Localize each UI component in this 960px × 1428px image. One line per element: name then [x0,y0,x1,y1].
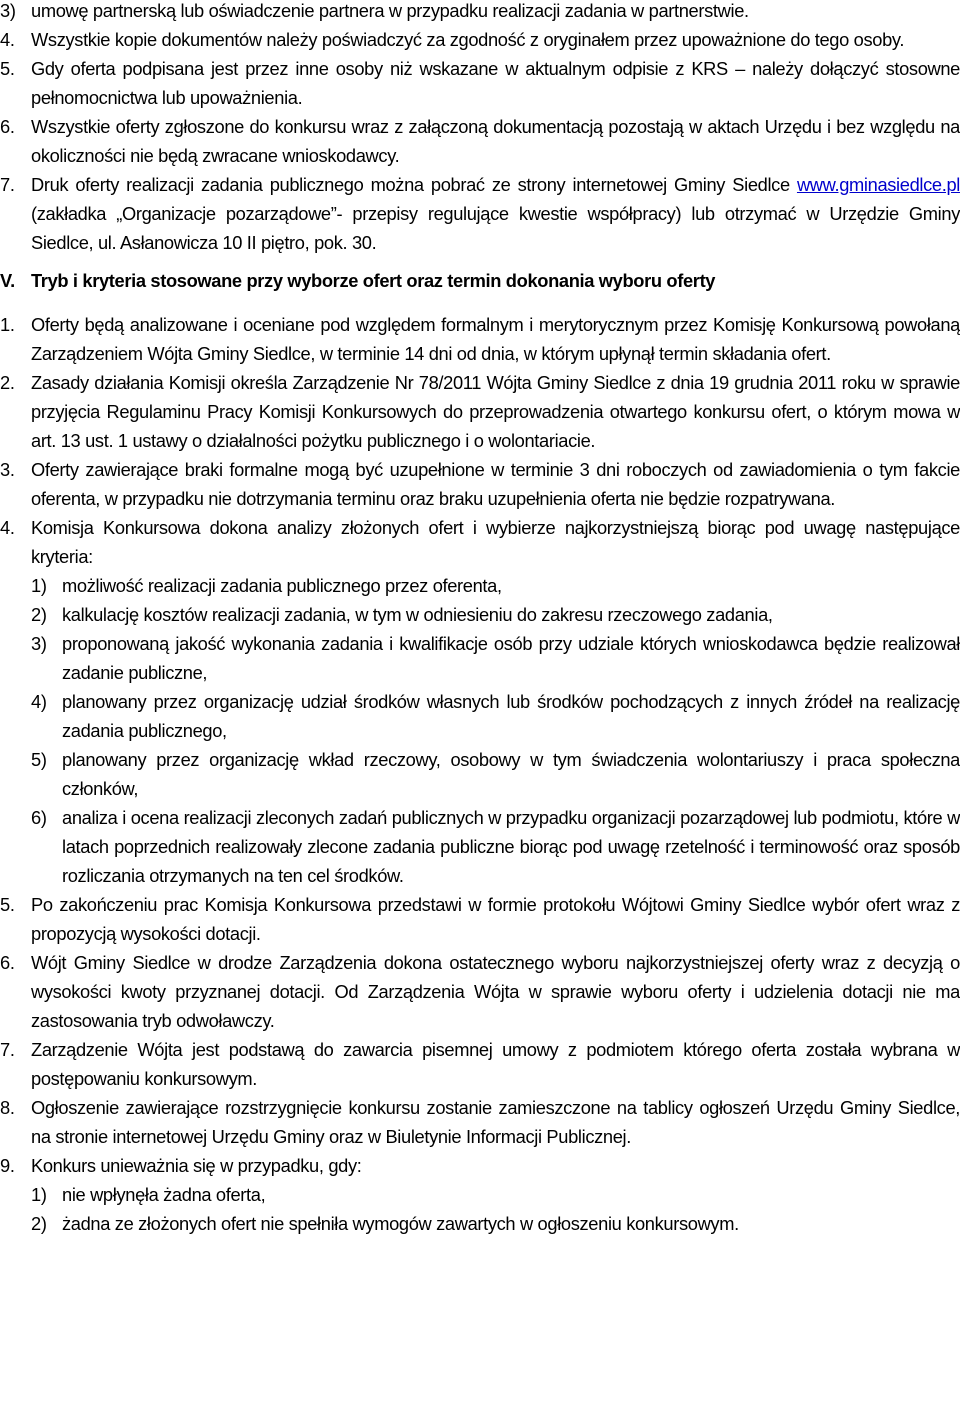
sub-item-number: 5) [31,749,47,770]
item-number: 7. [0,1039,15,1060]
sub-list-item [0,687,960,745]
item-number: 8. [0,1097,15,1118]
list-item [0,1035,960,1093]
item-number: 2. [0,372,15,393]
list-item [0,890,960,948]
item-text: Gdy oferta podpisana jest przez inne osoby niż wskazane w aktualnym odpisie z KRS – należy dołączyć stosowne pełnomocnictwa lub upoważnienia. [31,58,960,108]
sub-item-text: nie wpłynęła żadna oferta, [62,1184,266,1205]
item-text: Zarządzenie Wójta jest podstawą do zawarcia pisemnej umowy z podmiotem którego oferta została wybrana w postępowaniu konkursowym. [31,1039,960,1089]
item-text: umowę partnerską lub oświadczenie partnera w przypadku realizacji zadania w partnerstwie. [31,0,749,21]
sub-item-number: 4) [31,691,47,712]
sub-list-item [0,600,960,629]
item-number: 3. [0,459,15,480]
list-item [0,0,960,25]
item-number: 7. [0,174,15,195]
item-text: Oferty będą analizowane i oceniane pod względem formalnym i merytorycznym przez Komisję Konkursową powołaną Zarządzeniem Wójta Gminy Siedlce, w terminie 14 dni od dnia, w którym upłynął termin składania ofert. [31,314,960,364]
item-number: 5. [0,894,15,915]
sub-item-text: możliwość realizacji zadania publicznego przez oferenta, [62,575,502,596]
list-item [0,1151,960,1180]
item-number: 3) [0,0,16,21]
sub-list-item [0,1180,960,1209]
sub-list-item [0,571,960,600]
item-text: Ogłoszenie zawierające rozstrzygnięcie konkursu zostanie zamieszczone na tablicy ogłoszeń Urzędu Gminy Siedlce, na stronie internetowej Urzędu Gminy oraz w Biuletynie Informacji Publicznej. [31,1097,960,1147]
sub-item-number: 2) [31,1213,47,1234]
section-number: V. [0,270,15,291]
website-link[interactable]: www.gminasiedlce.pl [796,174,960,195]
sub-item-number: 2) [31,604,47,625]
item-text-continued: (zakładka „Organizacje pozarządowe”- przepisy regulujące kwestie współpracy) lub otrzymać w Urzędzie Gminy Siedlce, ul. Asłanowicza 10 II piętro, pok. 30. [31,203,960,253]
sub-item-text: planowany przez organizację udział środków własnych lub środków pochodzących z innych źródeł na realizację zadania publicznego, [62,691,960,741]
item-text: Konkurs unieważnia się w przypadku, gdy: [31,1155,362,1176]
item-number: 4. [0,29,15,50]
item-number: 4. [0,517,15,538]
list-item [0,25,960,54]
sub-item-number: 3) [31,633,47,654]
section-heading [0,266,960,295]
sub-item-text: analiza i ocena realizacji zleconych zadań publicznych w przypadku organizacji pozarządowej lub podmiotu, które w latach poprzednich realizowały zlecone zadania publiczne biorąc pod uwagę rzetelność i terminowość oraz sposób rozliczania otrzymanych na ten cel środków. [62,807,960,886]
item-text: Zasady działania Komisji określa Zarządzenie Nr 78/2011 Wójta Gminy Siedlce z dnia 19 grudnia 2011 roku w sprawie przyjęcia Regulaminu Pracy Komisji Konkursowych do przeprowadzenia otwartego konkursu ofert, o którym mowa w art. 13 ust. 1 ustawy o działalności pożytku publicznego i o wolontariacie. [31,372,960,451]
item-number: 5. [0,58,15,79]
list-item [0,455,960,513]
list-item [0,112,960,170]
section-title: Tryb i kryteria stosowane przy wyborze ofert oraz termin dokonania wyboru oferty [31,270,716,291]
list-item [0,948,960,1035]
sub-item-number: 6) [31,807,47,828]
sub-list-item [0,1209,960,1238]
sub-item-text: planowany przez organizację wkład rzeczowy, osobowy w tym świadczenia wolontariuszy i praca społeczna członków, [62,749,960,799]
sub-item-text: kalkulację kosztów realizacji zadania, w tym w odniesieniu do zakresu rzeczowego zadania, [62,604,773,625]
item-text: Wszystkie oferty zgłoszone do konkursu wraz z załączoną dokumentacją pozostają w aktach Urzędu i bez względu na okoliczności nie będą zwracane wnioskodawcy. [31,116,960,166]
item-text: Wszystkie kopie dokumentów należy poświadczyć za zgodność z oryginałem przez upoważnione do tego osoby. [31,29,905,50]
sub-item-text: żadna ze złożonych ofert nie spełniła wymogów zawartych w ogłoszeniu konkursowym. [62,1213,739,1234]
sub-item-number: 1) [31,1184,47,1205]
sub-list-item [0,803,960,890]
list-item [0,54,960,112]
item-text: Komisja Konkursowa dokona analizy złożonych ofert i wybierze najkorzystniejszą biorąc pod uwagę następujące kryteria: [31,517,960,567]
item-number: 6. [0,952,15,973]
item-number: 9. [0,1155,15,1176]
sub-item-number: 1) [31,575,47,596]
item-text: Wójt Gminy Siedlce w drodze Zarządzenia dokona ostatecznego wyboru najkorzystniejszej oferty wraz z decyzją o wysokości kwoty przyznanej dotacji. Od Zarządzenia Wójta w sprawie wyboru oferty i udzielenia dotacji nie ma zastosowania tryb odwoławczy. [31,952,960,1031]
list-item [0,368,960,455]
list-item [0,170,960,257]
list-item [0,310,960,368]
sub-item-text: proponowaną jakość wykonania zadania i kwalifikacje osób przy udziale których wnioskodawca będzie realizował zadanie publiczne, [62,633,960,683]
list-item [0,513,960,571]
list-item [0,1093,960,1151]
item-text: Druk oferty realizacji zadania publicznego można pobrać ze strony internetowej Gminy Siedlce [31,174,797,195]
item-text: Oferty zawierające braki formalne mogą być uzupełnione w terminie 3 dni roboczych od zawiadomienia o tym fakcie oferenta, w przypadku nie dotrzymania terminu oraz braku uzupełnienia oferta nie będzie rozpatrywana. [31,459,960,509]
item-text: Po zakończeniu prac Komisja Konkursowa przedstawi w formie protokołu Wójtowi Gminy Siedlce wybór ofert wraz z propozycją wysokości dotacji. [31,894,960,944]
item-number: 6. [0,116,15,137]
sub-list-item [0,745,960,803]
sub-list-item [0,629,960,687]
item-number: 1. [0,314,15,335]
